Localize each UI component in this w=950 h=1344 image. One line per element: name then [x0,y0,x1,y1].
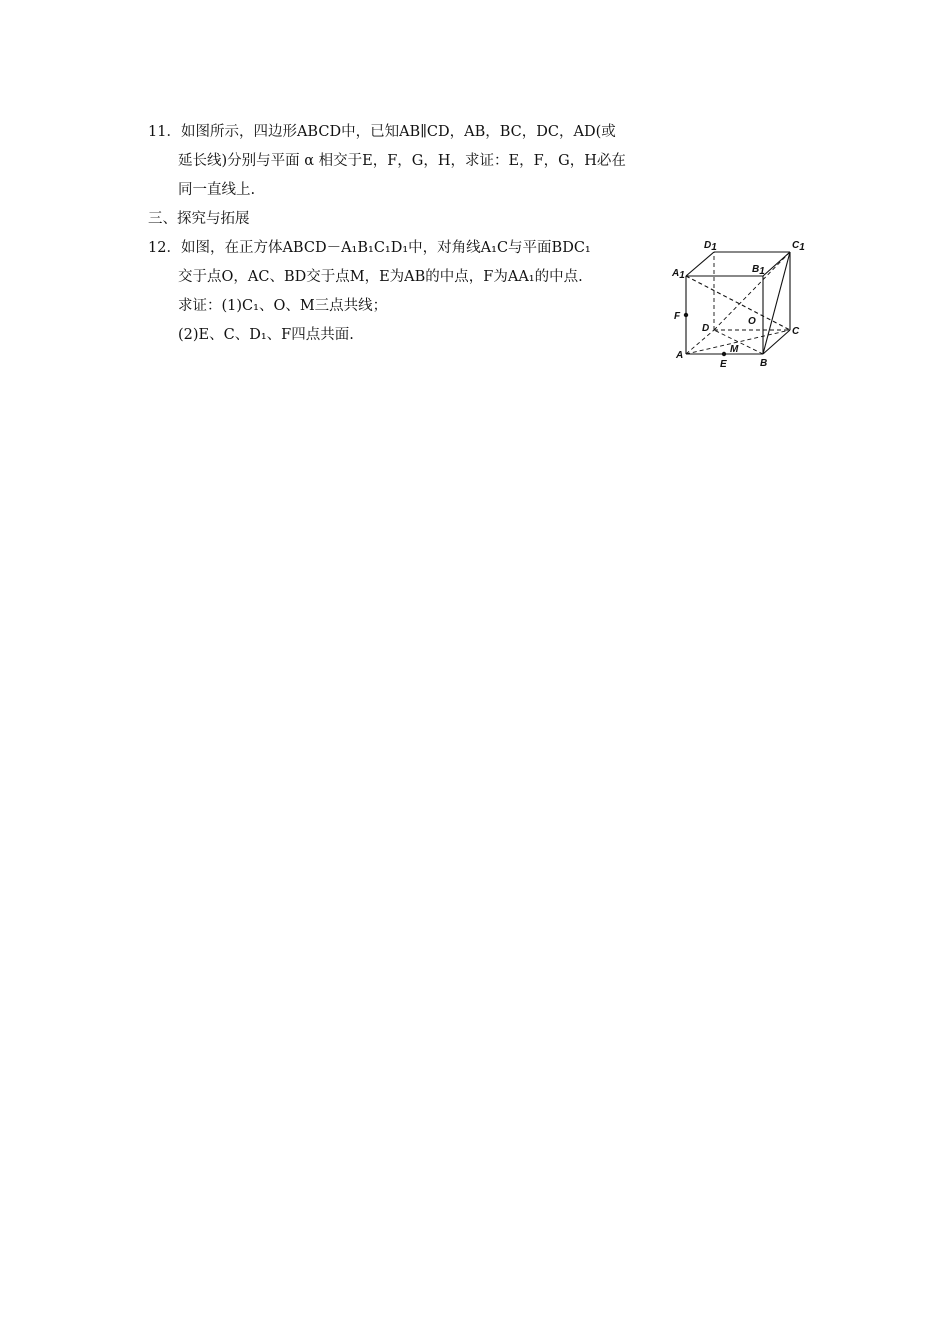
label-B: B [760,358,768,369]
edge-B1-C1 [763,252,790,276]
problem-11-line-2: 延长线)分别与平面 α 相交于E，F，G，H，求证：E，F，G，H必在 [178,153,626,169]
problem-11-text-1: 如图所示，四边形ABCD中，已知AB∥CD，AB，BC，DC，AD(或 [180,124,616,140]
edge-B-C [763,330,790,354]
cube-figure [668,232,818,372]
problem-12-number: 12． [148,240,181,256]
problem-11-line-1 [148,122,616,142]
label-B1: B1 [752,264,765,277]
label-C: C [792,326,800,337]
label-D1: D1 [704,240,717,253]
point-E [722,352,726,356]
label-C1: C1 [792,240,805,253]
label-E: E [720,359,727,370]
label-F: F [674,311,681,322]
problem-11-line-3: 同一直线上. [178,182,256,198]
problem-11-number: 11． [148,124,181,140]
label-M: M [730,344,739,355]
problem-12-line-3: 求证：(1)C₁、O、M三点共线； [178,298,388,314]
section-heading: 三、探究与拓展 [148,211,250,227]
problem-12-text-1: 如图，在正方体ABCD－A₁B₁C₁D₁中，对角线A₁C与平面BDC₁ [180,240,591,256]
diag-B-D [714,330,763,354]
edge-B-C1 [763,252,790,354]
problem-12-line-1 [148,238,591,258]
problem-12-line-4: (2)E、C、D₁、F四点共面. [178,327,354,343]
label-A1: A1 [672,268,685,281]
problem-12-line-2: 交于点O，AC、BD交于点M，E为AB的中点，F为AA₁的中点. [178,269,583,285]
label-D: D [702,323,710,334]
point-F [684,313,688,317]
edge-D1-A1 [686,252,714,276]
label-A: A [676,350,684,361]
label-O: O [748,316,756,327]
edge-A1-C [686,276,790,330]
